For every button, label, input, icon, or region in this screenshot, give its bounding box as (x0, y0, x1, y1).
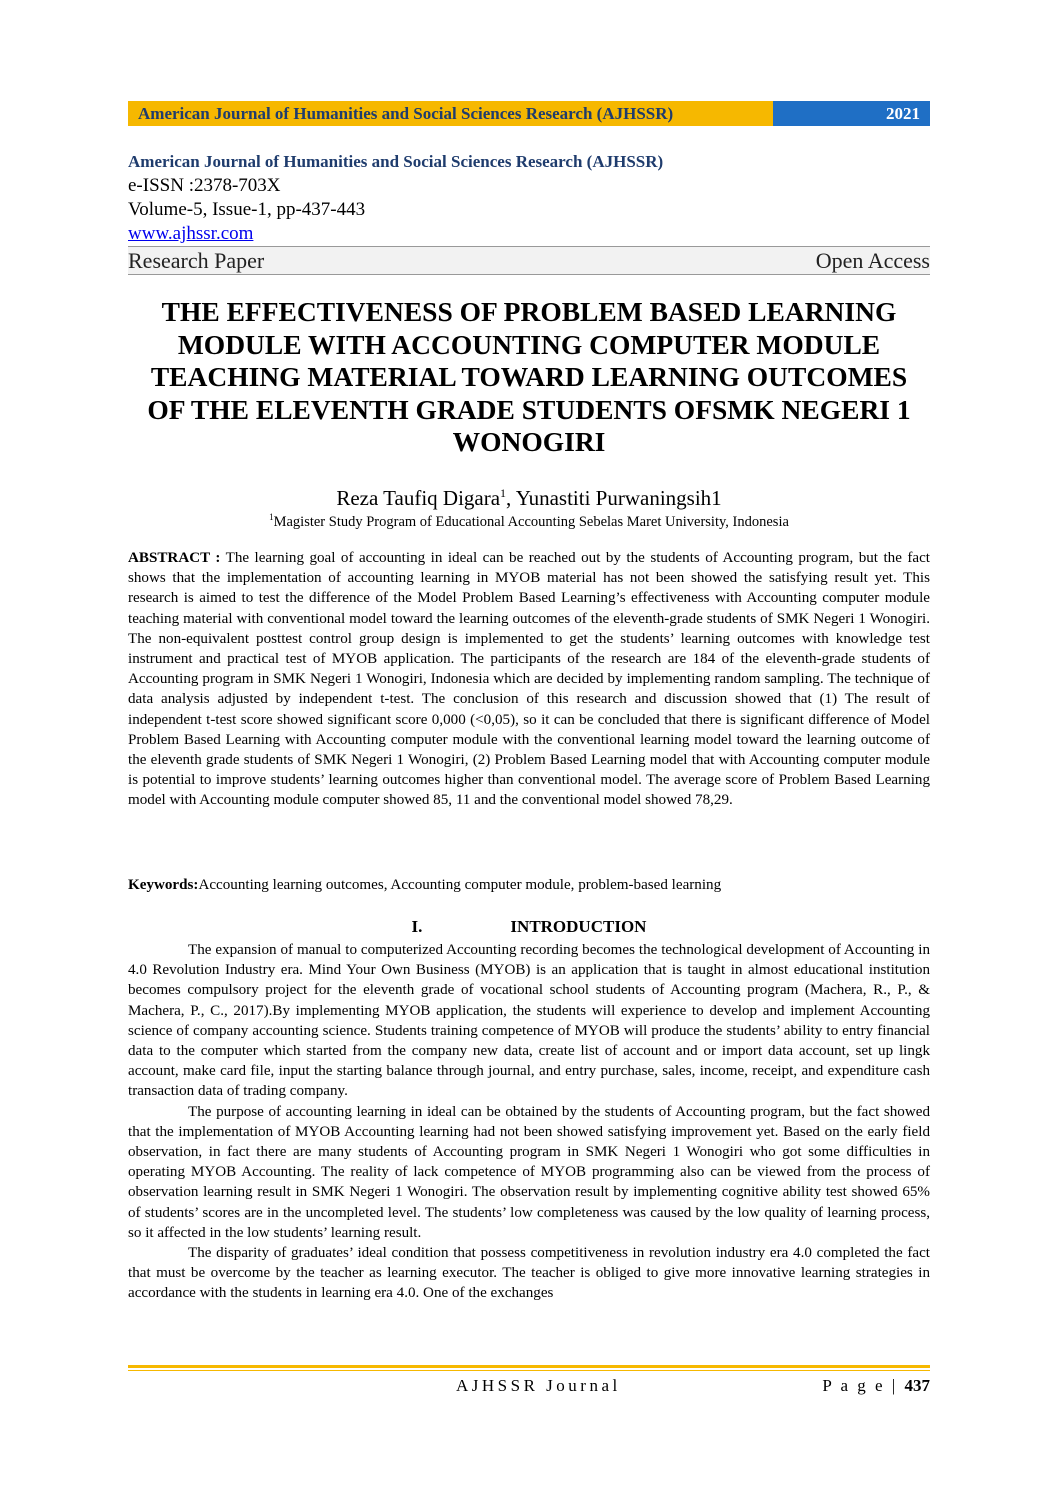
footer-page-label: P a g e | (822, 1376, 905, 1395)
footer-page (822, 1376, 930, 1396)
affiliation-mark: 1 (269, 512, 274, 522)
journal-title: American Journal of Humanities and Social Sciences Research (AJHSSR) (128, 152, 664, 171)
paper-type-bar (128, 246, 930, 275)
affiliation (128, 508, 930, 531)
title-line: OF THE ELEVENTH GRADE STUDENTS OFSMK NEGERI 1 (147, 393, 911, 425)
journal-info (128, 150, 930, 275)
paragraph: The expansion of manual to computerized Accounting recording becomes the technological development of Accounting in 4.0 Revolution Industry era. Mind Your Own Business (MYOB) is an application that is taught in almost educational institution becomes compulsory project for the eleventh grade of vocational school students of Accounting program (Machera, R., P., & Machera, P., C., 2017).By implementing MYOB application, the students will experience to develop and implement Accounting science of company accounting science. Students training competence of MYOB will produce the students’ ability to entry financial data to the computer which started from the company new data, create list of account and or import data account, set up lingk account, make card file, input the starting balance through journal, and entry purchase, sales, income, receipt, and expenditure cash transaction data of trading company. (128, 942, 930, 1100)
page-number: 437 (904, 1376, 930, 1395)
title-line: MODULE WITH ACCOUNTING COMPUTER MODULE (177, 328, 881, 360)
section-number: I. (411, 917, 423, 936)
title-line: THE EFFECTIVENESS OF PROBLEM BASED LEARNING (161, 296, 897, 327)
running-header (128, 101, 930, 126)
paper-title (128, 296, 930, 459)
abstract-label: ABSTRACT : (128, 550, 221, 566)
footer-rule (128, 1365, 930, 1368)
authors (128, 480, 930, 511)
footer-rule-thin (128, 1370, 930, 1371)
section-title: INTRODUCTION (510, 917, 647, 936)
journal-website-link[interactable]: www.ajhssr.com (128, 223, 254, 244)
running-header-year: 2021 (773, 101, 930, 126)
abstract-text: The learning goal of accounting in ideal can be reached out by the students of Accounting program, but the fact shows that the implementation of accounting learning in MYOB material has not been showed the satisfying result yet. This research is aimed to test the difference of the Model Problem Based Learning’s effectiveness with Accounting computer module teaching material with conventional model toward the learning outcomes of the eleventh-grade students of SMK Negeri 1 Wonogiri. The non-equivalent posttest control group design is implemented to get the students’ learning outcomes with knowledge test instrument and practical test of MYOB application. The participants of the research are 184 of the eleventh-grade students of Accounting program in SMK Negeri 1 Wonogiri, Indonesia which are decided by implementing random sampling. The technique of data analysis adjusted by independent t-test. The conclusion of this research and discussion showed that (1) The result of independent t-test score showed significant score 0,000 (<0,05), so it can be concluded that there is significant difference of Model Problem Based Learning with Accounting computer module with the conventional learning model toward the learning outcome of the eleventh grade students of SMK Negeri 1 Wonogiri, (2) Problem Based Learning model that with Accounting computer module is potential to improve students’ learning outcomes higher than conventional model. The average score of Problem Based Learning model with Accounting module computer showed 85, 11 and the conventional model showed 78,29. (128, 550, 930, 809)
paper-type: Research Paper (128, 248, 265, 273)
paragraph: The purpose of accounting learning in ideal can be obtained by the students of Accounting program, but the fact showed that the implementation of MYOB Accounting learning had not been showed satisfying improvement yet. Based on the early field observation, in fact there are many students of Accounting program in SMK Negeri 1 Wonogiri who got some difficulties in operating MYOB Accounting. The reality of lack competence of MYOB programming also can be viewed from the process of observation learning result in SMK Negeri 1 Wonogiri. The observation result by implementing cognitive ability test showed 65% of students’ scores are in the uncompleted level. The students’ low completeness was caused by the low quality of learning process, so it affected in the low students’ learning result. (128, 1103, 930, 1241)
footer-journal: AJHSSR Journal (456, 1376, 621, 1395)
author-name: Reza Taufiq Digara (336, 486, 501, 510)
affiliation-text: Magister Study Program of Educational Accounting Sebelas Maret University, Indonesia (273, 513, 789, 530)
keywords-text: Accounting learning outcomes, Accounting computer module, problem-based learning (198, 877, 722, 893)
abstract (128, 548, 930, 811)
open-access-label: Open Access (815, 248, 930, 273)
keywords-label: Keywords: (128, 877, 199, 893)
author-affiliation-mark: 1 (500, 486, 507, 500)
section-heading-introduction (128, 917, 930, 937)
title-line: WONOGIRI (452, 426, 606, 457)
keywords (128, 875, 930, 895)
introduction-body (128, 940, 930, 1304)
running-header-journal: American Journal of Humanities and Social Sciences Research (AJHSSR) (128, 101, 773, 126)
issn: e-ISSN :2378-703X (128, 175, 281, 196)
author-name: , Yunastiti Purwaningsih1 (506, 486, 722, 510)
title-line: TEACHING MATERIAL TOWARD LEARNING OUTCOMES (150, 361, 908, 392)
volume-issue: Volume-5, Issue-1, pp-437-443 (128, 199, 366, 220)
paragraph: The disparity of graduates’ ideal condition that possess competitiveness in revolution industry era 4.0 completed the fact that must be overcome by the teacher as learning executor. The teacher is obliged to give more innovative learning strategies in accordance with the students in learning era 4.0. One of the exchanges (128, 1245, 930, 1302)
